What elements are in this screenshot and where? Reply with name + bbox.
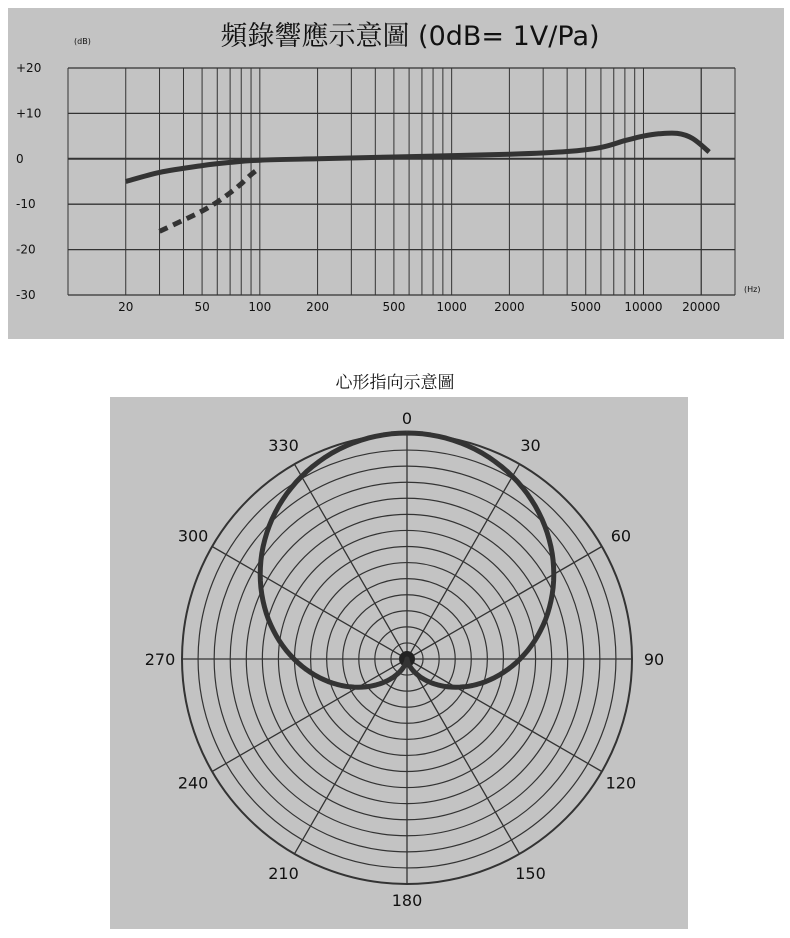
polar-angle-label: 90 <box>643 650 665 669</box>
polar-angle-label: 180 <box>391 891 423 910</box>
polar-angle-label: 210 <box>268 863 299 883</box>
x-tick-label: 20 <box>118 300 134 314</box>
polar-angle-label: 150 <box>515 863 546 883</box>
chart-title: 頻錄響應示意圖 (0dB= 1V/Pa) <box>220 21 600 52</box>
x-tick-label: 20000 <box>682 300 721 314</box>
polar-spoke <box>212 547 407 660</box>
y-tick-label: +10 <box>16 106 42 121</box>
polar-spoke <box>295 464 408 659</box>
polar-angle-label: 300 <box>177 526 209 546</box>
y-tick-label: -30 <box>16 288 36 302</box>
polar-angle-label: 270 <box>144 650 176 669</box>
x-tick-label: 1000 <box>436 300 467 314</box>
polar-angle-label: 120 <box>605 773 637 793</box>
polar-spoke <box>407 659 602 772</box>
polar-angle-label: 30 <box>520 436 541 456</box>
polar-spoke <box>407 464 520 659</box>
y-axis-unit: (dB) <box>74 37 91 46</box>
y-tick-label: 0 <box>16 151 24 166</box>
x-tick-label: 5000 <box>570 300 602 314</box>
y-tick-label: -20 <box>16 242 36 257</box>
x-tick-label: 2000 <box>494 300 525 314</box>
y-tick-label: +20 <box>16 61 42 75</box>
polar-angle-label: 330 <box>268 436 299 456</box>
polar-spoke <box>407 547 602 660</box>
polar-angle-label: 60 <box>610 526 632 546</box>
x-tick-label: 500 <box>382 300 406 314</box>
x-tick-label: 10000 <box>624 300 663 314</box>
x-tick-label: 50 <box>194 300 210 314</box>
polar-chart-title: 心形指向示意圖 <box>335 373 455 393</box>
y-tick-label: -10 <box>16 197 36 212</box>
polar-spoke <box>212 659 407 772</box>
x-tick-label: 100 <box>248 300 272 314</box>
polar-angle-label: 240 <box>177 773 209 793</box>
x-axis-unit: (Hz) <box>744 285 761 294</box>
x-tick-label: 200 <box>306 300 330 314</box>
polar-angle-label: 0 <box>401 409 413 428</box>
